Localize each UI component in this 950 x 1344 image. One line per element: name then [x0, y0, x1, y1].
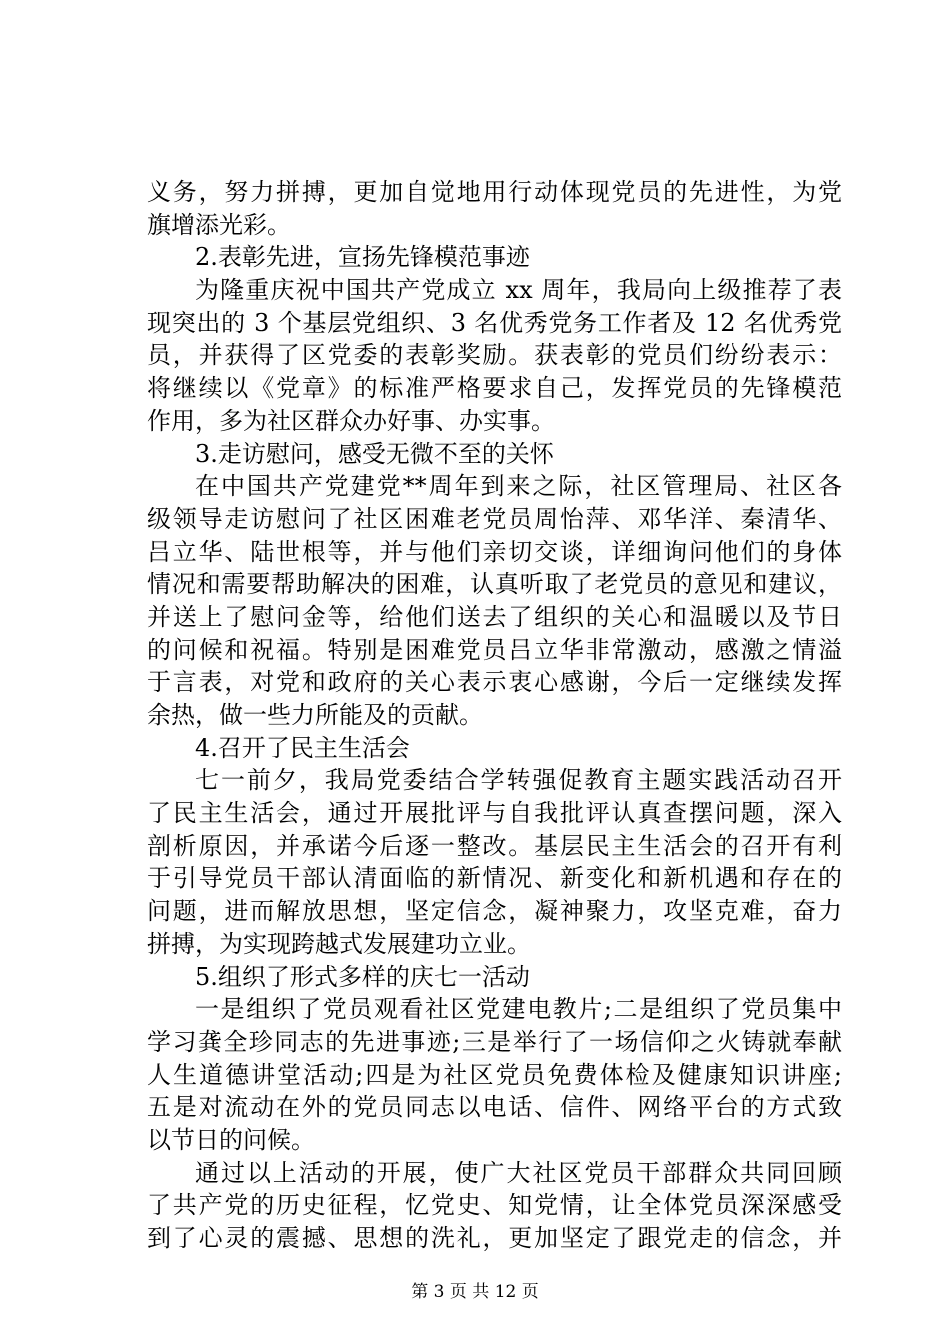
text-line: 一是组织了党员观看社区党建电教片;二是组织了党员集中	[195, 995, 842, 1024]
text-line: 情况和需要帮助解决的困难，认真听取了老党员的意见和建议，	[147, 570, 842, 599]
text-line: 将继续以《党章》的标准严格要求自己，发挥党员的先锋模范	[147, 374, 842, 403]
text-line: 了民主生活会，通过开展批评与自我批评认真查摆问题，深入	[147, 799, 842, 828]
text-line: 作用，多为社区群众办好事、办实事。	[147, 406, 555, 435]
text-line: 并送上了慰问金等，给他们送去了组织的关心和温暖以及节日	[147, 602, 842, 631]
text-line: 级领导走访慰问了社区困难老党员周怡萍、邓华洋、秦清华、	[147, 504, 842, 533]
text-line: 剖析原因，并承诺今后逐一整改。基层民主生活会的召开有利	[147, 831, 842, 860]
text-line: 通过以上活动的开展，使广大社区党员干部群众共同回顾	[195, 1158, 842, 1187]
document-body	[147, 176, 842, 1255]
text-line: 员，并获得了区党委的表彰奖励。获表彰的党员们纷纷表示：	[147, 341, 842, 370]
section-heading: 3.走访慰问，感受无微不至的关怀	[195, 439, 554, 468]
text-line: 为隆重庆祝中国共产党成立 xx 周年，我局向上级推荐了表	[195, 276, 842, 305]
text-line: 义务，努力拼搏，更加自觉地用行动体现党员的先进性，为党	[147, 178, 842, 206]
text-line: 了共产党的历史征程，忆党史、知党情，让全体党员深深感受	[147, 1191, 842, 1220]
section-heading: 5.组织了形式多样的庆七一活动	[195, 962, 530, 991]
section-heading: 4.召开了民主生活会	[195, 733, 410, 762]
text-line: 于引导党员干部认清面临的新情况、新变化和新机遇和存在的	[147, 864, 842, 893]
text-line: 旗增添光彩。	[147, 210, 291, 239]
text-line: 吕立华、陆世根等，并与他们亲切交谈，详细询问他们的身体	[147, 537, 842, 566]
text-line: 余热，做一些力所能及的贡献。	[147, 701, 483, 729]
text-line: 于言表，对党和政府的关心表示衷心感谢，今后一定继续发挥	[147, 668, 842, 697]
text-line: 以节日的问候。	[147, 1125, 315, 1154]
text-line: 七一前夕，我局党委结合学转强促教育主题实践活动召开	[195, 766, 842, 795]
text-line: 在中国共产党建党**周年到来之际，社区管理局、社区各	[195, 472, 842, 501]
page-footer	[0, 1281, 950, 1303]
section-heading: 2.表彰先进，宣扬先锋模范事迹	[195, 243, 530, 272]
text-line: 问题，进而解放思想，坚定信念，凝神聚力，攻坚克难，奋力	[147, 897, 842, 926]
text-line: 到了心灵的震撼、思想的洗礼，更加坚定了跟党走的信念，并	[147, 1224, 842, 1252]
text-line: 学习龚全珍同志的先进事迹;三是举行了一场信仰之火铸就奉献	[147, 1027, 842, 1056]
text-line: 人生道德讲堂活动;四是为社区党员免费体检及健康知识讲座;	[147, 1060, 842, 1089]
text-line: 的问候和祝福。特别是困难党员吕立华非常激动，感激之情溢	[147, 635, 842, 664]
text-line: 现突出的 3 个基层党组织、3 名优秀党务工作者及 12 名优秀党	[147, 308, 842, 337]
text-line: 五是对流动在外的党员同志以电话、信件、网络平台的方式致	[147, 1093, 842, 1122]
page-number-label: 第 3 页 共 12 页	[411, 1282, 539, 1302]
text-line: 拼搏，为实现跨越式发展建功立业。	[147, 929, 531, 958]
